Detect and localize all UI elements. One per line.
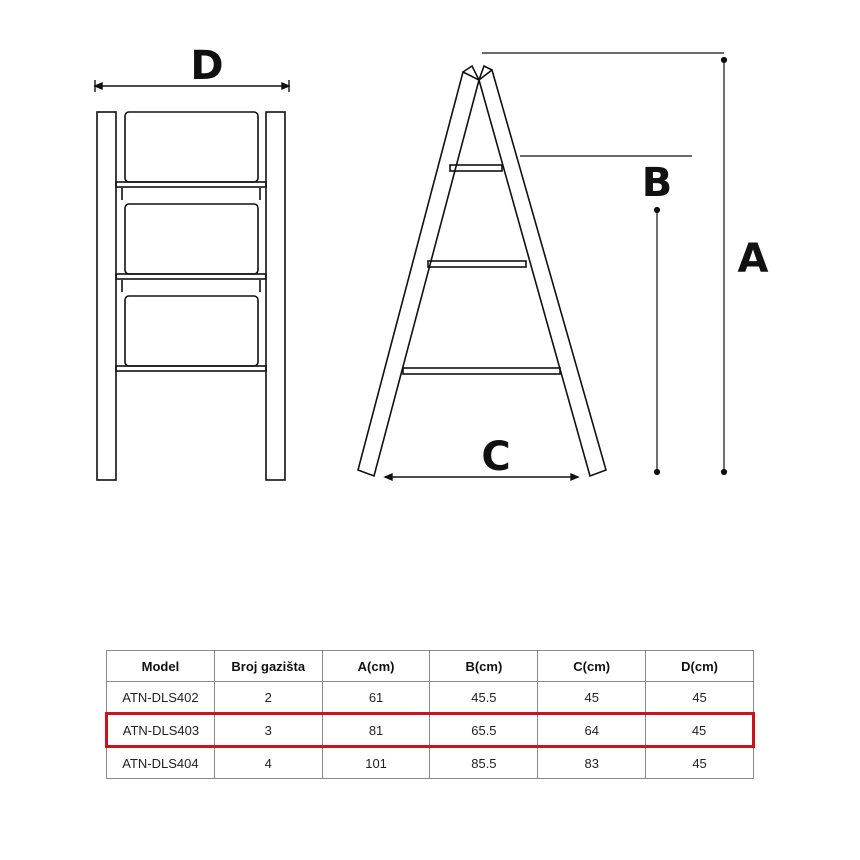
cell-steps: 3 (214, 714, 322, 747)
cell-d: 45 (646, 714, 754, 747)
dimension-a (482, 53, 727, 475)
table-row (107, 682, 754, 714)
header-b: B(cm) (430, 651, 538, 682)
front-tread-2 (116, 274, 266, 279)
front-tread-1 (116, 182, 266, 187)
cell-model: ATN-DLS404 (107, 747, 215, 779)
cell-b: 85.5 (430, 747, 538, 779)
front-right-rail (266, 112, 285, 480)
table-row-highlighted (107, 714, 754, 747)
cell-b: 65.5 (430, 714, 538, 747)
header-c: C(cm) (538, 651, 646, 682)
front-step-panel-2 (125, 204, 258, 274)
cell-c: 64 (538, 714, 646, 747)
cell-steps: 2 (214, 682, 322, 714)
front-tread-3 (116, 366, 266, 371)
dimension-label-b: B (641, 160, 673, 206)
cell-d: 45 (646, 747, 754, 779)
header-steps: Broj gazišta (214, 651, 322, 682)
front-step-panel-3 (125, 296, 258, 366)
cell-model: ATN-DLS402 (107, 682, 215, 714)
dimension-label-d: D (190, 43, 224, 89)
cell-d: 45 (646, 682, 754, 714)
spec-table (105, 650, 755, 779)
cell-a: 101 (322, 747, 430, 779)
front-left-rail (97, 112, 116, 480)
side-tread-1 (450, 165, 502, 171)
ladder-side-view (358, 66, 606, 476)
header-d: D(cm) (646, 651, 754, 682)
cell-b: 45.5 (430, 682, 538, 714)
front-step-panel-1 (125, 112, 258, 182)
side-tread-3 (403, 368, 560, 374)
side-tread-2 (428, 261, 526, 267)
dimension-label-a: A (737, 236, 769, 282)
header-model: Model (107, 651, 215, 682)
cell-c: 45 (538, 682, 646, 714)
dimension-label-c: C (481, 434, 511, 480)
table-row (107, 747, 754, 779)
cell-c: 83 (538, 747, 646, 779)
table-header-row (107, 651, 754, 682)
side-front-leg (358, 72, 479, 476)
cell-a: 61 (322, 682, 430, 714)
cell-model: ATN-DLS403 (107, 714, 215, 747)
cell-steps: 4 (214, 747, 322, 779)
cell-a: 81 (322, 714, 430, 747)
side-rear-leg (479, 70, 606, 476)
header-a: A(cm) (322, 651, 430, 682)
ladder-front-view (97, 112, 285, 480)
